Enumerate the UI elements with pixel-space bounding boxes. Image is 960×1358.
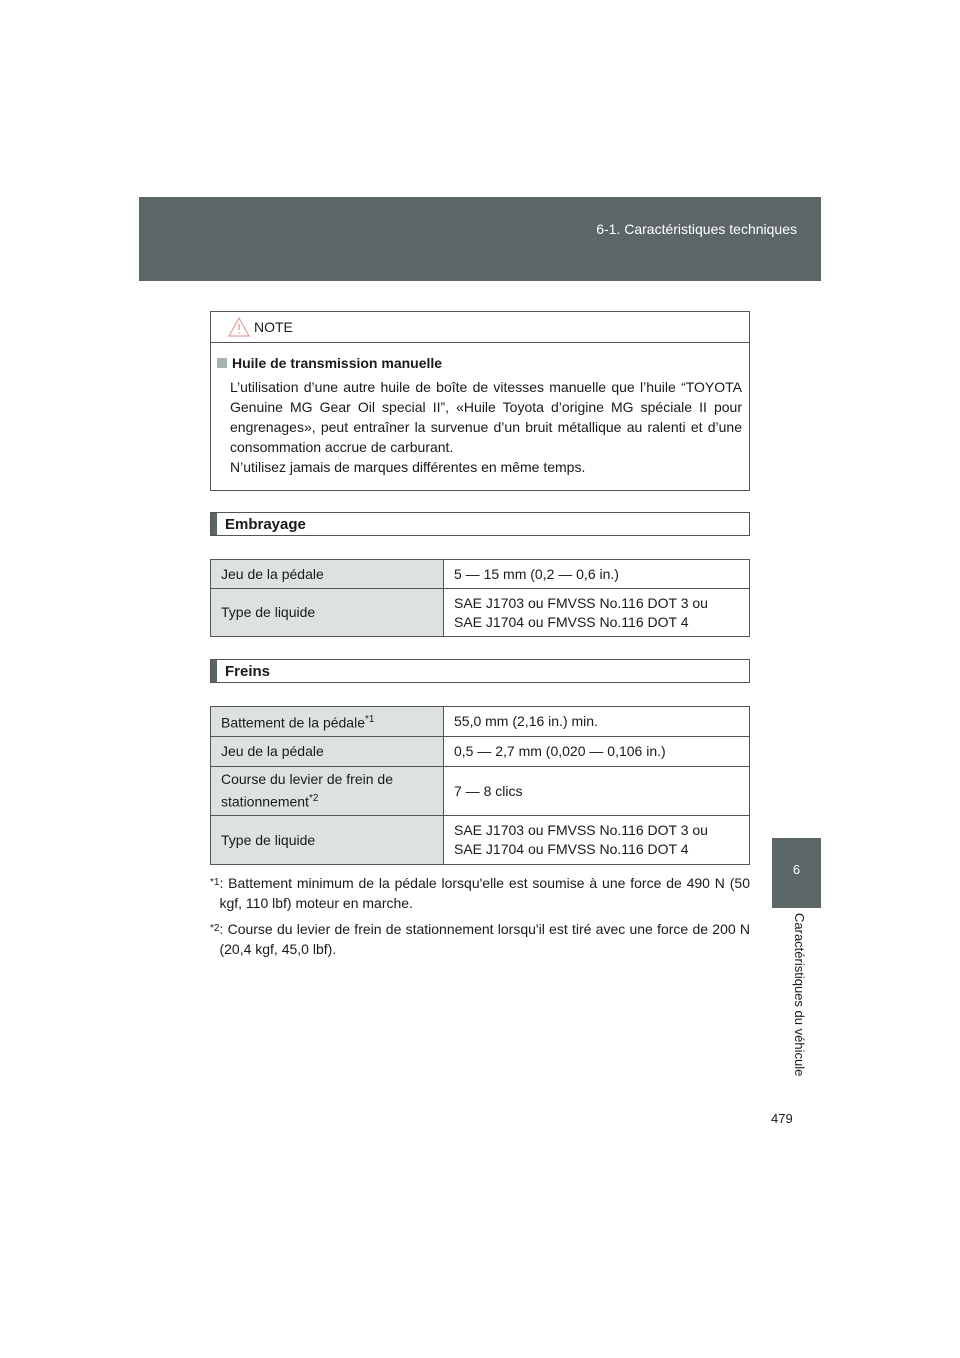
heading-bar [211,660,217,682]
table-value-line: SAE J1704 ou FMVSS No.116 DOT 4 [454,841,689,857]
table-value-line: SAE J1703 ou FMVSS No.116 DOT 3 ou [454,822,708,838]
table-key: Jeu de la pédale [211,737,444,767]
chapter-tab-label: Caractéristiques du véhicule [792,913,807,1077]
table-value: 5 — 15 mm (0,2 — 0,6 in.) [444,560,750,589]
chapter-header [139,197,821,281]
footnote-text: : Battement minimum de la pédale lorsqu'elle est soumise à une force de 490 N (50 kgf, 110 lbf) moteur en marche. [219,875,750,911]
table-value: 7 — 8 clics [444,767,750,816]
note-box [210,311,750,491]
table-row [211,560,750,589]
table-value [444,589,750,637]
note-text-2: N’utilisez jamais de marques différentes en même temps. [230,459,586,475]
section-title: 6-1. Caractéristiques techniques [596,221,797,237]
table-value: 55,0 mm (2,16 in.) min. [444,707,750,737]
note-body [211,343,749,477]
table-key: Jeu de la pédale [211,560,444,589]
spec-table-embrayage [210,559,750,637]
footnote-text: : Course du levier de frein de stationnement lorsqu'il est tiré avec une force de 200 N (20,4 kgf, 45,0 lbf). [219,921,750,957]
table-row [211,589,750,637]
footnote [210,873,750,913]
footnote-ref: *1 [365,714,375,726]
section-heading-text: Embrayage [225,516,306,533]
table-value: 0,5 — 2,7 mm (0,020 — 0,106 in.) [444,737,750,767]
table-key [211,767,444,816]
warning-triangle-icon [228,317,250,337]
footnotes [210,873,750,965]
page-number: 479 [771,1111,793,1126]
table-key-text: stationnement [221,793,309,810]
note-subtitle-text: Huile de transmission manuelle [232,355,443,371]
spec-table-freins [210,706,750,865]
square-bullet-icon [217,358,227,368]
footnote-mark: *1 [210,877,220,888]
table-value [444,816,750,865]
footnote-mark: *2 [210,923,220,934]
table-row [211,737,750,767]
table-value-line: SAE J1704 ou FMVSS No.116 DOT 4 [454,613,689,630]
section-heading-embrayage [210,512,750,536]
footnote-ref: *2 [308,793,319,805]
table-row [211,816,750,865]
note-label: NOTE [254,319,293,335]
section-heading-text: Freins [225,663,271,680]
heading-bar [211,513,217,535]
note-subtitle [217,353,742,373]
table-key [211,707,444,737]
table-key: Type de liquide [211,589,444,637]
section-heading-freins [210,659,750,683]
table-value-line: SAE J1703 ou FMVSS No.116 DOT 3 ou [454,594,708,611]
table-key-line: Course du levier de frein de [221,771,393,788]
table-key: Type de liquide [211,816,444,865]
table-row [211,707,750,737]
table-key-text: Battement de la pédale [221,714,365,731]
footnote [210,919,750,959]
note-header [211,312,749,343]
chapter-tab[interactable] [772,838,821,908]
chapter-tab-number: 6 [792,862,801,877]
table-key-line [221,789,433,812]
note-text: L’utilisation d’une autre huile de boîte de vitesses manuelle que l’huile “TOYOTA Genuine MG Gear Oil special II”, «Huile Toyota d’origine MG spéciale II pour engrenages», peut entraîner la survenue d’un bruit métallique au ralenti et d’une consommation accrue de carburant. [230,379,742,455]
table-row [211,767,750,816]
